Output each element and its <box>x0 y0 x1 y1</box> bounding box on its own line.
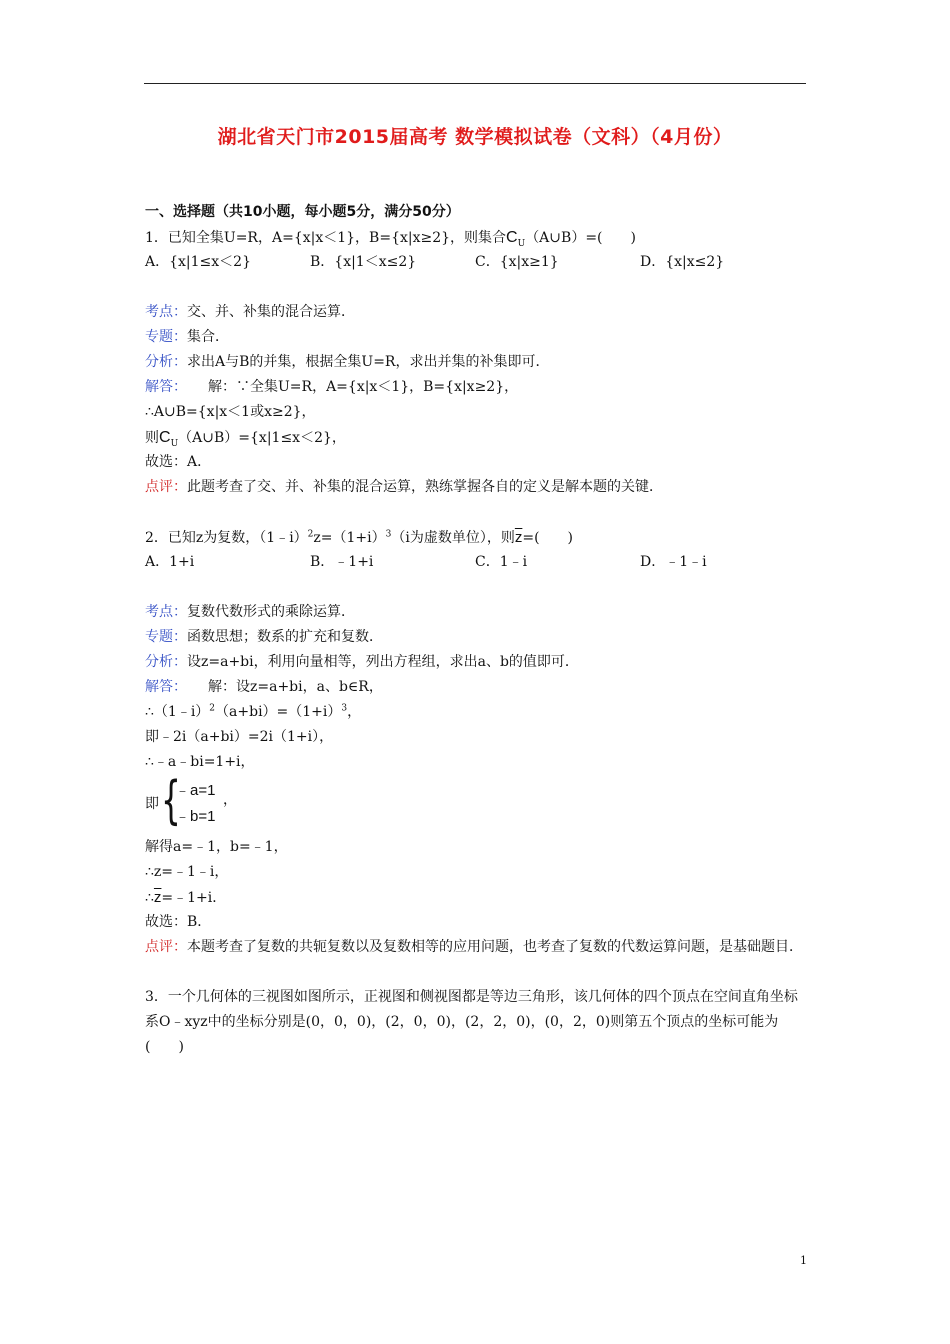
q3-stem: 3．一个几何体的三视图如图所示，正视图和侧视图都是等边三角形，该几何体的四个顶点在空间直角坐标系O﹣xyz中的坐标分别是(0，0，0)，(2，0，0)，(2，2，0)，(0，2，0)则第五个顶点的坐标可能为( ) <box>145 989 798 1055</box>
z-conjugate: $\overline{z}$ <box>514 529 523 546</box>
q1-fenxi: 分析：求出A与B的并集，根据全集U=R，求出并集的补集即可． <box>145 354 550 370</box>
q1-zhuanti: 专题：集合． <box>145 329 229 345</box>
equation-1: ﹣a=1 <box>175 782 216 799</box>
z-conjugate: $\overline{z}$ <box>153 889 162 906</box>
q2-step5: ∴z=﹣1﹣i， <box>145 864 229 880</box>
complement-symbol: C <box>506 229 518 246</box>
q2-option-a: A．1+i <box>145 554 195 570</box>
q1-options <box>145 250 825 275</box>
q2-option-c: C．1﹣i <box>475 554 528 570</box>
q1-option-b: B．{x|1＜x≤2} <box>310 254 417 270</box>
q2-options <box>145 550 825 575</box>
q1-option-a: A．{x|1≤x＜2} <box>145 254 251 270</box>
document-body <box>145 200 825 1060</box>
q2-step4: 解得a=﹣1，b=﹣1， <box>145 839 288 855</box>
equation-system: 即 { ﹣a=1 ﹣b=1 ， <box>145 771 237 831</box>
page-title: 湖北省天门市2015届高考 数学模拟试卷（文科）（4月份） <box>217 126 733 148</box>
q2-answer: 故选：B． <box>145 914 212 930</box>
q1-step2: 则$C_U(A\cup B)=\{x|1\le x<2\}$， <box>145 429 346 449</box>
q1-jieda: 解答： 解：∵全集U=R，A={x|x＜1}，B={x|x≥2}， <box>145 379 519 395</box>
q2-step6: $\therefore\overline{z}=﹣1+i$． <box>145 889 227 906</box>
q2-kaodian: 考点：复数代数形式的乘除运算． <box>145 604 355 620</box>
brace-icon: { <box>161 771 181 831</box>
q2-zhuanti: 专题：函数思想；数系的扩充和复数． <box>145 629 383 645</box>
q2-step2: 即﹣2i（a+bi）=2i（1+i）， <box>145 729 334 745</box>
q1-option-c: C．{x|x≥1} <box>475 254 559 270</box>
header-rule <box>144 83 806 84</box>
q2-step1: $\therefore(1﹣i)^2(a+bi)=(1+i)^3$， <box>145 703 362 720</box>
q2-jieda: 解答： 解：设z=a+bi，a、b∈R， <box>145 679 383 695</box>
q2-dianping: 点评：本题考查了复数的共轭复数以及复数相等的应用问题，也考查了复数的代数运算问题，是基础题目． <box>145 939 803 955</box>
equation-2: ﹣b=1 <box>175 808 216 825</box>
q1-dianping: 点评：此题考查了交、并、补集的混合运算，熟练掌握各自的定义是解本题的关键． <box>145 479 663 495</box>
q1-option-d: D．{x|x≤2} <box>640 254 725 270</box>
q1-step1: ∴A∪B={x|x＜1或x≥2}， <box>145 404 316 420</box>
page-number: 1 <box>800 1254 807 1267</box>
q2-step3: ∴﹣a﹣bi=1+i， <box>145 754 255 770</box>
q2-option-d: D．﹣1﹣i <box>640 554 707 570</box>
q2-stem: 2．已知z为复数，$(1﹣i)^2z=(1+i)^3(i$为虚数单位），则$\overline{z}=$( ) <box>145 529 574 546</box>
q1-answer: 故选：A． <box>145 454 212 470</box>
section-heading: 一、选择题（共10小题，每小题5分，满分50分） <box>145 204 460 220</box>
q1-stem: 1．已知全集U=R，A={x|x＜1}，B={x|x≥2}，则集合$C_U(A\cup B)=$( ) <box>145 229 636 249</box>
q1-kaodian: 考点：交、并、补集的混合运算． <box>145 304 355 320</box>
q2-fenxi: 分析：设z=a+bi，利用向量相等，列出方程组，求出a、b的值即可． <box>145 654 579 670</box>
q2-option-b: B．﹣1+i <box>310 554 374 570</box>
